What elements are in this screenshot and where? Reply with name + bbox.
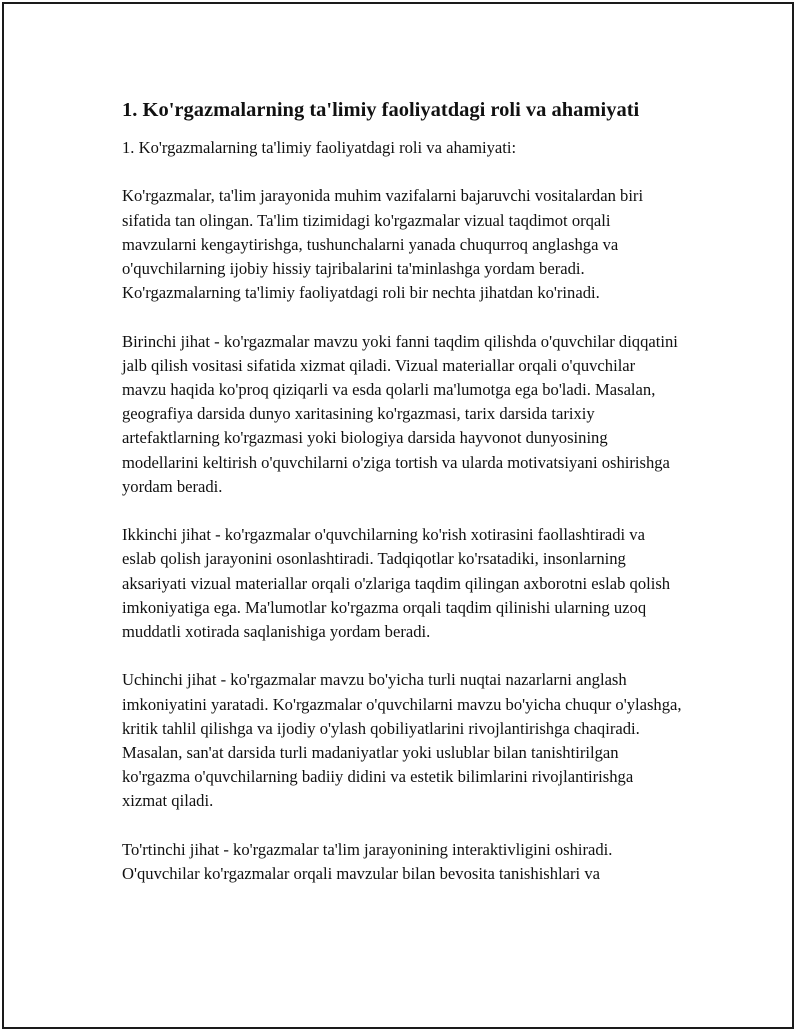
intro-heading-paragraph: 1. Ko'rgazmalarning ta'limiy faoliyatdagi roli va ahamiyati: bbox=[122, 138, 517, 157]
intro-paragraph: Ko'rgazmalar, ta'lim jarayonida muhim vazifalarni bajaruvchi vositalardan biri sifatida tan olingan. Ta'lim tizimidagi ko'rgazmalar vizual taqdimot orqali mavzularni kengaytirishga, tushunchalarni yanada chuqurroq anglashga va o'quvchilarning ijobiy hissiy tajribalarini ta'minlashga yordam beradi. Ko'rgazmalarning ta'limiy faoliyatdagi roli bir nechta jihatdan ko'rinadi. bbox=[122, 186, 644, 303]
fourth-aspect-paragraph: To'rtinchi jihat - ko'rgazmalar ta'lim jarayonining interaktivligini oshiradi. O'quvchilar ko'rgazmalar orqali mavzular bilan bevosita tanishishlari va bbox=[122, 839, 613, 884]
document-body bbox=[122, 97, 682, 910]
third-aspect-paragraph: Uchinchi jihat - ko'rgazmalar mavzu bo'yicha turli nuqtai nazarlarni anglash imkoniyatini yaratadi. Ko'rgazmalar o'quvchilarni mavzu bo'yicha chuqur o'ylashga, kritik tahlil qilishga va ijodiy o'ylash qobiliyatlarini rivojlantirishga chaqiradi. Masalan, san'at darsida turli madaniyatlar yoki uslublar bilan tanishtirilgan ko'rgazma o'quvchilarning badiiy didini va estetik bilimlarini rivojlantirishga xizmat qiladi. bbox=[122, 670, 682, 811]
second-aspect-paragraph: Ikkinchi jihat - ko'rgazmalar o'quvchilarning ko'rish xotirasini faollashtiradi va eslab qolish jarayonini osonlashtiradi. Tadqiqotlar ko'rsatadiki, insonlarning aksariyati vizual materiallar orqali o'zlariga taqdim qilingan axborotni eslab qolish imkoniyatiga ega. Ma'lumotlar ko'rgazma orqali taqdim qilinishi ularning uzoq muddatli xotirada saqlanishiga yordam beradi. bbox=[122, 525, 671, 642]
document-page bbox=[2, 2, 794, 1029]
document-title: 1. Ko'rgazmalarning ta'limiy faoliyatdagi roli va ahamiyati bbox=[122, 99, 640, 121]
first-aspect-paragraph: Birinchi jihat - ko'rgazmalar mavzu yoki fanni taqdim qilishda o'quvchilar diqqatini jalb qilish vositasi sifatida xizmat qiladi. Vizual materiallar orqali o'quvchilar mavzu haqida ko'proq qiziqarli va esda qolarli ma'lumotga ega bo'ladi. Masalan, geografiya darsida dunyo xaritasining ko'rgazmasi, tarix darsida tarixiy artefaktlarning ko'rgazmasi yoki biologiya darsida hayvonot dunyosining modellarini keltirish o'quvchilarni o'ziga tortish va ularda motivatsiyani oshirishga yordam beradi. bbox=[122, 331, 678, 496]
